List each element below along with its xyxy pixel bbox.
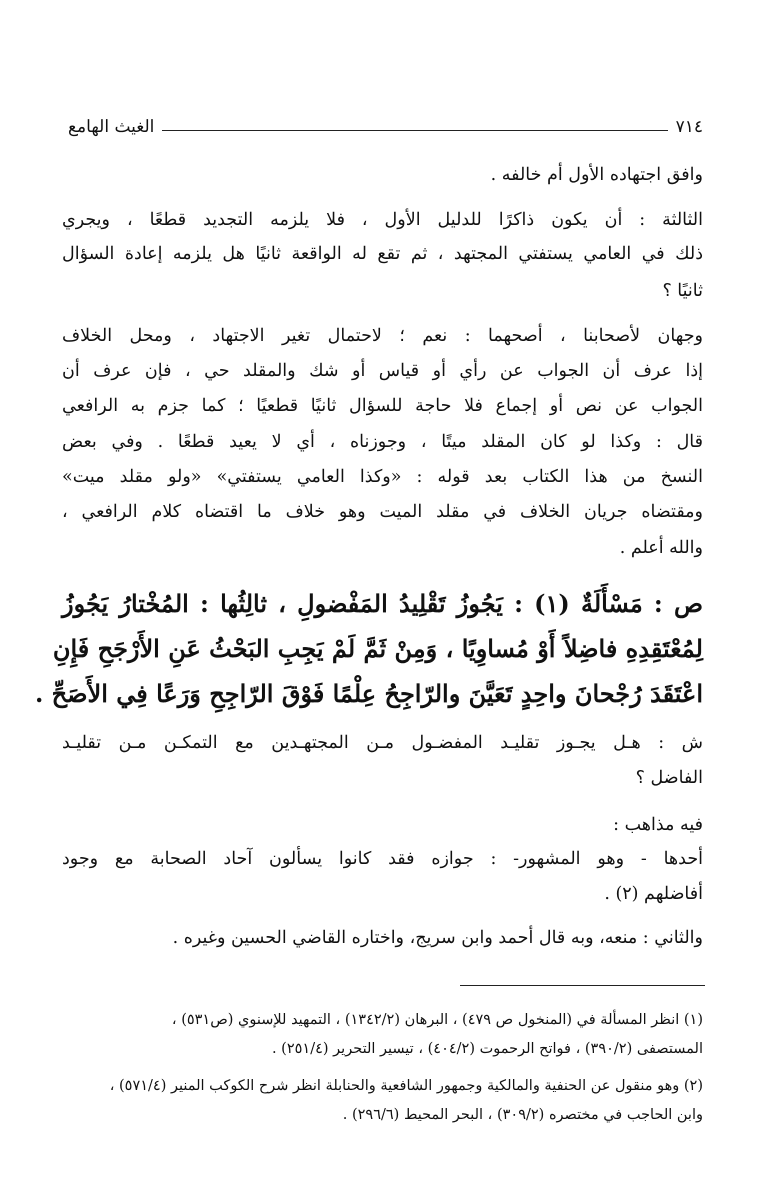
footnote-line: وابن الحاجب في مختصره (٣٠٩/٢) ، البحر المحيط (٢٩٦/٦) . [342, 1107, 703, 1123]
sharh-line: ش : هـل يجـوز تقليـد المفضـول مـن المجتهـدين مع التمكـن مـن تقليـد [62, 733, 703, 753]
body-line: وافق اجتهاده الأول أم خالفه . [490, 165, 703, 185]
body-line: والله أعلم . [619, 538, 703, 558]
sharh-line: أفاضلهم (٢) . [604, 884, 703, 904]
footnote-separator [460, 985, 705, 986]
matn-line: اعْتَقَدَ رُجْحانَ واحِدٍ تَعَيَّنَ والرّاجِحُ عِلْمًا فَوْقَ الرّاجِحِ وَرَعًا فِي الأَصَحِّ . [34, 679, 703, 708]
matn-line: لِمُعْتَقِدِهِ فاضِلاً أَوْ مُساوِيًا ، وَمِنْ ثَمَّ لَمْ يَجِبِ البَحْثُ عَنِ الأَرْجَحِ فَإِنِ [52, 634, 703, 663]
body-line: ذلك في العامي يستفتي المجتهد ، ثم تقع له الواقعة ثانيًا هل يلزمه إعادة السؤال [62, 244, 703, 264]
body-line: الجواب عن نص أو إجماع فلا حاجة للسؤال ثانيًا قطعيًا ؛ كما جزم به الرافعي [62, 396, 703, 416]
footnote-line: (١) انظر المسألة في (المنخول ص ٤٧٩) ، البرهان (١٣٤٢/٢) ، التمهيد للإسنوي (ص٥٣١) ، [171, 1012, 703, 1028]
sharh-line: الفاضل ؟ [635, 768, 703, 788]
body-line: إذا عرف أن الجواب عن رأي أو قياس أو شك والمقلد حي ، فإن عرف أن [62, 361, 703, 381]
page-number: ٧١٤ [675, 117, 703, 137]
footnote-line: (٢) وهو منقول عن الحنفية والمالكية وجمهور الشافعية والحنابلة انظر شرح الكوكب المنير (٥٧١/٤) ، [109, 1078, 703, 1094]
sharh-line: والثاني : منعه، وبه قال أحمد وابن سريج، واختاره القاضي الحسين وغيره . [172, 928, 703, 948]
body-line: النسخ من هذا الكتاب بعد قوله : «وكذا العامي يستفتي» «ولو مقلد ميت» [62, 467, 703, 487]
header-rule [162, 130, 667, 131]
body-line: ومقتضاه جريان الخلاف في مقلد الميت وهو خلاف ما اقتضاه كلام الرافعي ، [62, 502, 703, 522]
footnote-line: المستصفى (٣٩٠/٢) ، فواتح الرحموت (٤٠٤/٢) ، تيسير التحرير (٢٥١/٤) . [271, 1041, 703, 1057]
body-line: ثانيًا ؟ [662, 281, 703, 301]
body-line: وجهان لأصحابنا ، أصحهما : نعم ؛ لاحتمال تغير الاجتهاد ، ومحل الخلاف [62, 326, 703, 346]
running-title: الغيث الهامع [68, 117, 155, 137]
running-header [68, 112, 703, 142]
body-line: قال : وكذا لو كان المقلد ميتًا ، وجوزناه ، أي لا يعيد قطعًا . وفي بعض [62, 432, 703, 452]
matn-line: ص : مَسْأَلَةٌ (١) : يَجُوزُ تَقْلِيدُ المَفْضولِ ، ثالِثُها : المُخْتارُ يَجُوزُ [62, 589, 703, 618]
sharh-line: فيه مذاهب : [613, 815, 703, 835]
body-line: الثالثة : أن يكون ذاكرًا للدليل الأول ، فلا يلزمه التجديد قطعًا ، ويجري [62, 210, 703, 230]
sharh-line: أحدها - وهو المشهور- : جوازه فقد كانوا يسألون آحاد الصحابة مع وجود [62, 849, 703, 869]
